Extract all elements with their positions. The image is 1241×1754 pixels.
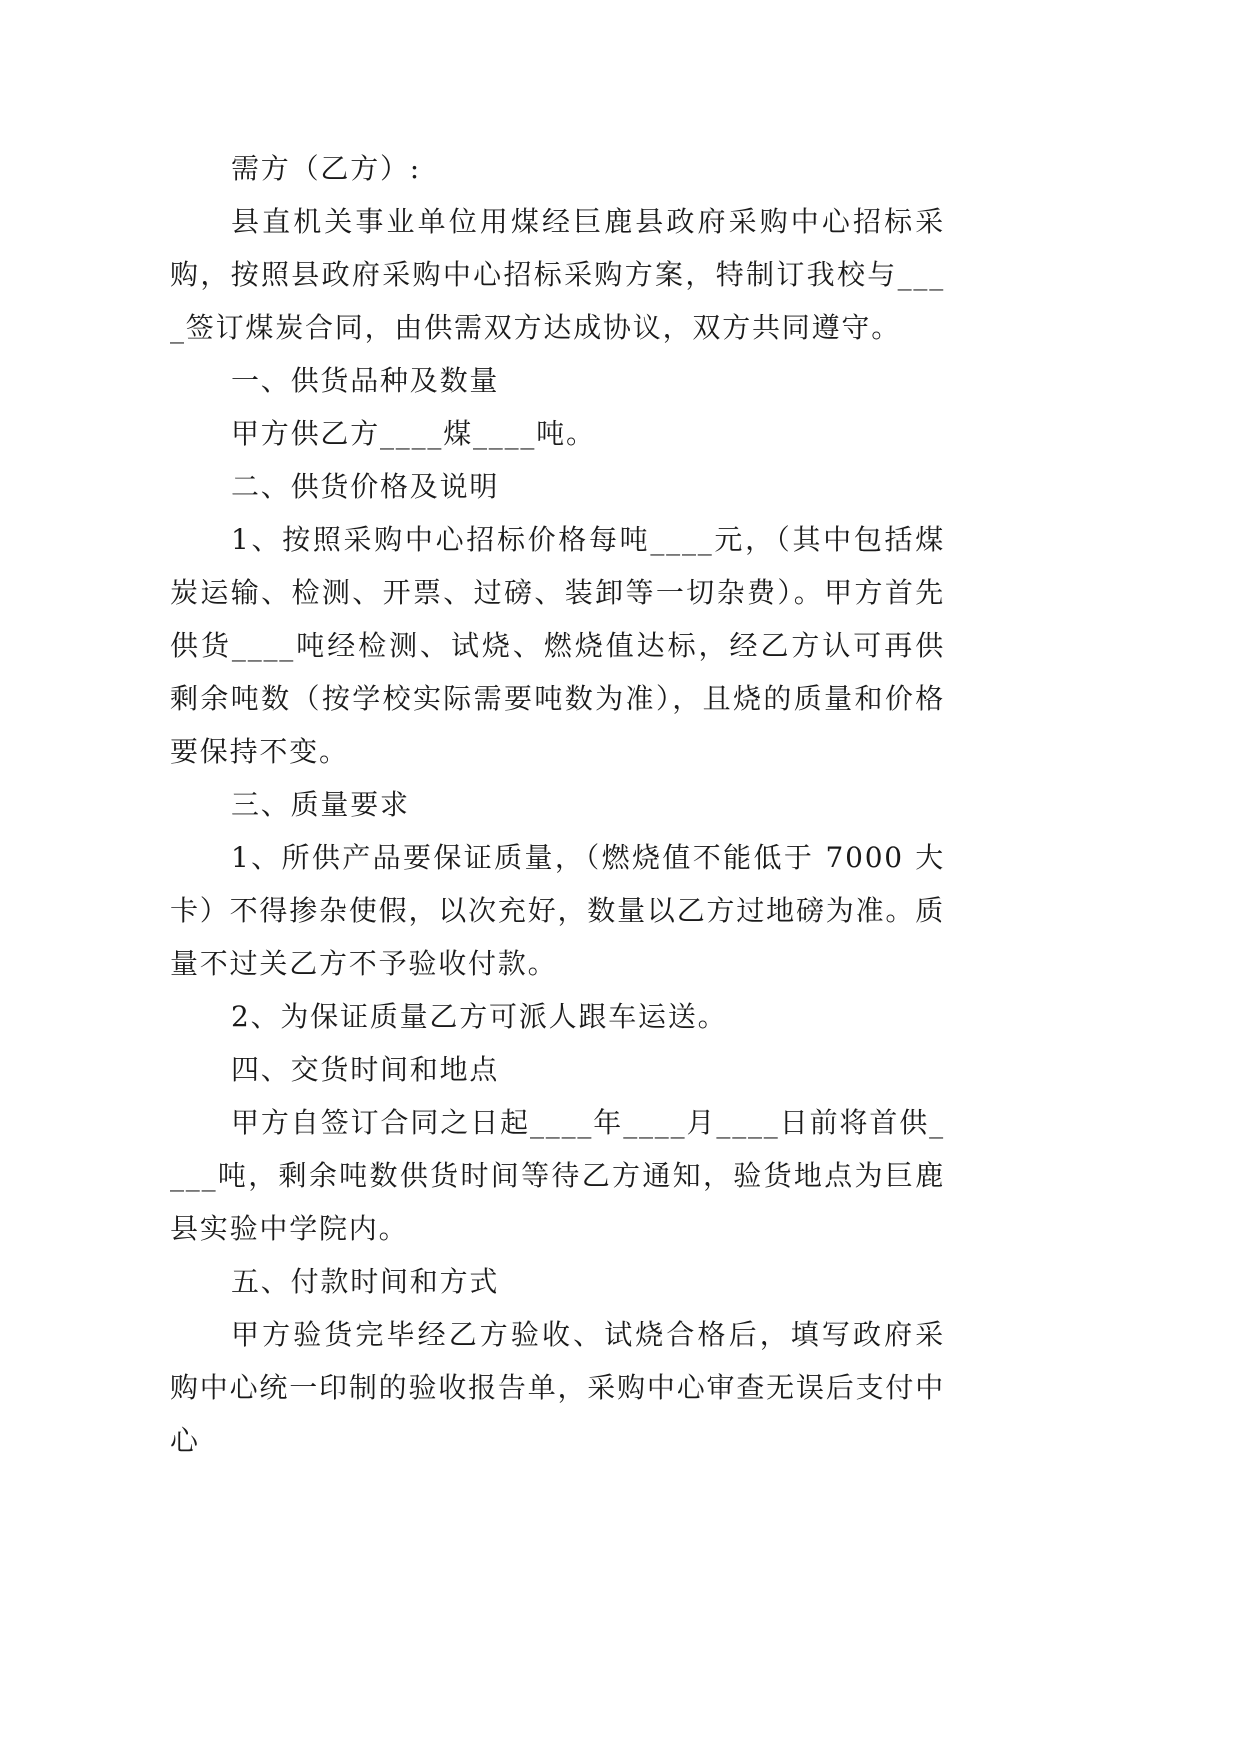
party-b-heading: 需方（乙方）: [231, 152, 422, 185]
section-2-item-1: 1、按照采购中心招标价格每吨____元，（其中包括煤炭运输、检测、开票、过磅、装卸等一切杂费）。甲方首先供货____吨经检测、试烧、燃烧值达标，经乙方认可再供剩余吨数（按学校实际需要吨数为准），且烧的质量和价格要保持不变。 [170, 523, 945, 768]
section-heading-4: 四、交货时间和地点 [231, 1053, 500, 1086]
section-1-text: 甲方供乙方____煤____吨。 [231, 417, 596, 450]
section-heading-2: 二、供货价格及说明 [231, 470, 500, 503]
intro-paragraph: 县直机关事业单位用煤经巨鹿县政府采购中心招标采购，按照县政府采购中心招标采购方案，特制订我校与____签订煤炭合同，由供需双方达成协议，双方共同遵守。 [170, 205, 945, 344]
section-heading-3: 三、质量要求 [231, 788, 410, 821]
section-5-text: 甲方验货完毕经乙方验收、试烧合格后，填写政府采购中心统一印制的验收报告单，采购中心审查无误后支付中心 [170, 1318, 945, 1457]
contract-body [170, 142, 945, 1467]
section-heading-5: 五、付款时间和方式 [231, 1265, 500, 1298]
section-4-text: 甲方自签订合同之日起____年____月____日前将首供____吨，剩余吨数供货时间等待乙方通知，验货地点为巨鹿县实验中学院内。 [170, 1106, 945, 1245]
section-3-item-1: 1、所供产品要保证质量，（燃烧值不能低于 7000 大卡）不得掺杂使假，以次充好，数量以乙方过地磅为准。质量不过关乙方不予验收付款。 [170, 841, 945, 980]
section-3-item-2: 2、为保证质量乙方可派人跟车运送。 [231, 1000, 728, 1033]
section-heading-1: 一、供货品种及数量 [231, 364, 500, 397]
